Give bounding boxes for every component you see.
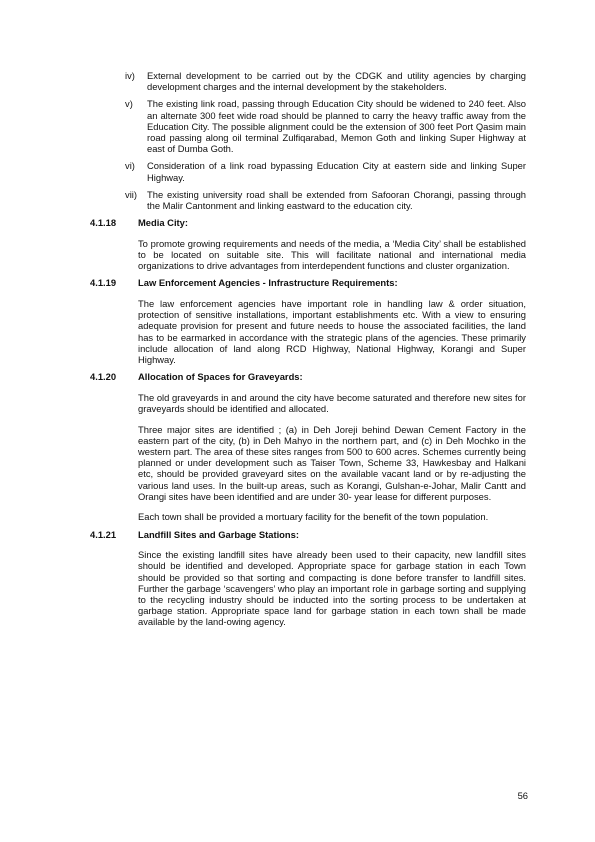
section-number: 4.1.20 <box>90 371 117 383</box>
list-marker: iv) <box>125 70 135 81</box>
section-title: Allocation of Spaces for Graveyards: <box>138 371 303 383</box>
section-paragraph: The old graveyards in and around the city have become saturated and therefore new sites for graveyards should be identified and allocated. <box>138 391 526 415</box>
section-paragraph: Three major sites are identified ; (a) in Deh Joreji behind Dewan Cement Factory in the eastern part of the city, (b) in Deh Mahyo in the northern part, and (c) in Deh Mochko in the western part. The area of these sites ranges from 500 to 600 acres. Schemes currently being planned or under development such as Taiser Town, Scheme 33, Hawkesbay and Halkani etc, should be provided graveyard sites on the available vacant land or by re-adjusting the various land uses. In the built-up areas, such as Korangi, Gulshan-e-Johar, Malir Cantt and Orangi sites have been identified and are under 30- year lease for different purposes. <box>138 423 526 502</box>
section-number: 4.1.21 <box>90 528 117 540</box>
page-number: 56 <box>517 790 528 801</box>
list-text: Consideration of a link road bypassing Education City at eastern side and linking Super Highway. <box>147 160 526 183</box>
list-item <box>90 98 526 154</box>
section-heading-graveyards <box>90 371 526 382</box>
section-heading-media-city <box>90 217 526 228</box>
section-paragraph: The law enforcement agencies have important role in handling law & order situation, protection of sensitive installations, important establishments etc. With a view to ensuring adequate provision for present and future needs to house the associated facilities, the land has to be earmarked in accordance with the strategic plans of the agencies. These primarily include allocation of land along RCD Highway, National Highway, Korangi and Super Highway. <box>138 298 526 366</box>
list-item <box>90 70 526 92</box>
section-title: Law Enforcement Agencies - Infrastructure Requirements: <box>138 277 398 289</box>
section-paragraph: To promote growing requirements and needs of the media, a ‘Media City’ shall be established to be located on suitable site. This will facilitate national and international media organizations to drive advantages from interdependent functions and cluster organization. <box>138 237 526 272</box>
section-number: 4.1.19 <box>90 277 117 289</box>
section-heading-law-enforcement <box>90 277 526 288</box>
list-text: The existing university road shall be extended from Safooran Chorangi, passing through the Malir Cantonment and linking eastward to the education city. <box>147 188 526 212</box>
section-heading-landfill <box>90 529 526 540</box>
list-marker: v) <box>125 98 133 110</box>
section-title: Landfill Sites and Garbage Stations: <box>138 528 299 540</box>
section-paragraph: Since the existing landfill sites have already been used to their capacity, new landfill sites should be identified and developed. Appropriate space for garbage station in each Town should be provided so that sorting and compacting is done before transfer to landfill sites. Further the garbage ‘scavengers’ who play an important role in garbage sorting and supplying to the recycling industry should be inducted into the sorting process to be undertaken at garbage station. Appropriate space land for garbage station in each town shall be made available by the land-owing agency. <box>138 549 526 628</box>
section-paragraph: Each town shall be provided a mortuary facility for the benefit of the town population. <box>138 511 489 523</box>
list-item <box>90 189 526 211</box>
section-number: 4.1.18 <box>90 217 117 229</box>
list-item <box>90 160 526 182</box>
list-marker: vi) <box>125 160 135 172</box>
list-text: The existing link road, passing through Education City should be widened to 240 feet. Also an alternate 300 feet wide road should be planned to carry the heavy traffic away from the Education City. The possible alignment could be the extension of 300 feet Port Qasim main road passing along oil terminal Zulfiqarabad, Memon Goth and linking Super Highway at east of Dumba Goth. <box>147 98 526 155</box>
list-text: External development to be carried out by the CDGK and utility agencies by charging development charges and the internal development by the stakeholders. <box>147 70 526 93</box>
section-title: Media City: <box>138 217 189 229</box>
list-marker: vii) <box>125 188 137 200</box>
page-content <box>90 70 526 634</box>
